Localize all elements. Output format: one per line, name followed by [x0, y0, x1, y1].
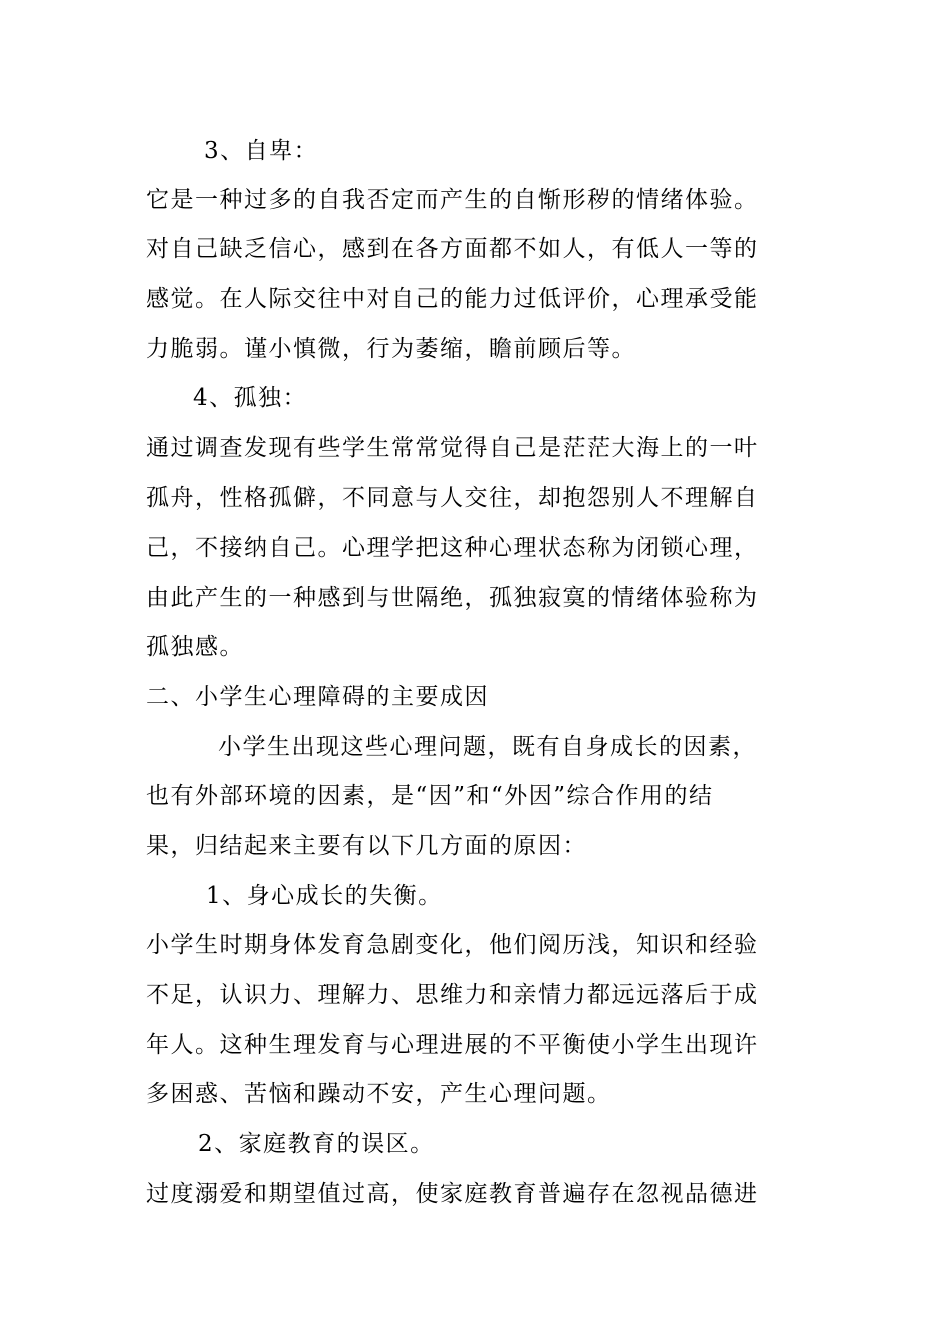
paragraph-line: 己，不接纳自己。心理学把这种心理状态称为闭锁心理， — [146, 535, 759, 561]
paragraph-line: 孤舟，性格孤僻，不同意与人交往，却抱怨别人不理解自 — [146, 485, 759, 511]
paragraph-line: 通过调查发现有些学生常常觉得自己是茫茫大海上的一叶 — [146, 435, 759, 461]
paragraph-line: 感觉。在人际交往中对自己的能力过低评价，心理承受能 — [146, 286, 759, 312]
section-heading: 二、小学生心理障碍的主要成因 — [146, 684, 489, 710]
paragraph-line: 多困惑、苦恼和躁动不安，产生心理问题。 — [146, 1081, 612, 1107]
paragraph-line: 过度溺爱和期望值过高，使家庭教育普遍存在忽视品德进 — [146, 1181, 759, 1207]
paragraph-line: 对自己缺乏信心，感到在各方面都不如人，有低人一等的 — [146, 236, 759, 262]
paragraph-line: 也有外部环境的因素，是“因”和“外因”综合作用的结 — [146, 783, 714, 809]
paragraph-line: 小学生时期身体发育急剧变化，他们阅历浅，知识和经验 — [146, 932, 759, 958]
paragraph-line: 不足，认识力、理解力、思维力和亲情力都远远落后于成 — [146, 982, 759, 1008]
paragraph-line: 力脆弱。谨小慎微，行为萎缩，瞻前顾后等。 — [146, 336, 636, 362]
paragraph-line: 果，归结起来主要有以下几方面的原因： — [146, 833, 587, 859]
paragraph-line: 孤独感。 — [146, 634, 244, 660]
paragraph-line: 由此产生的一种感到与世隔绝，孤独寂寞的情绪体验称为 — [146, 585, 759, 611]
paragraph-line: 小学生出现这些心理问题，既有自身成长的因素， — [218, 734, 757, 760]
paragraph-line: 它是一种过多的自我否定而产生的自惭形秽的情绪体验。 — [146, 187, 759, 213]
heading-inferiority: 3、自卑： — [204, 138, 319, 164]
heading-imbalance: 1、身心成长的失衡。 — [206, 883, 443, 909]
heading-family-education: 2、家庭教育的误区。 — [198, 1131, 435, 1157]
heading-loneliness: 4、孤独： — [193, 385, 308, 411]
paragraph-line: 年人。这种生理发育与心理进展的不平衡使小学生出现许 — [146, 1032, 759, 1058]
